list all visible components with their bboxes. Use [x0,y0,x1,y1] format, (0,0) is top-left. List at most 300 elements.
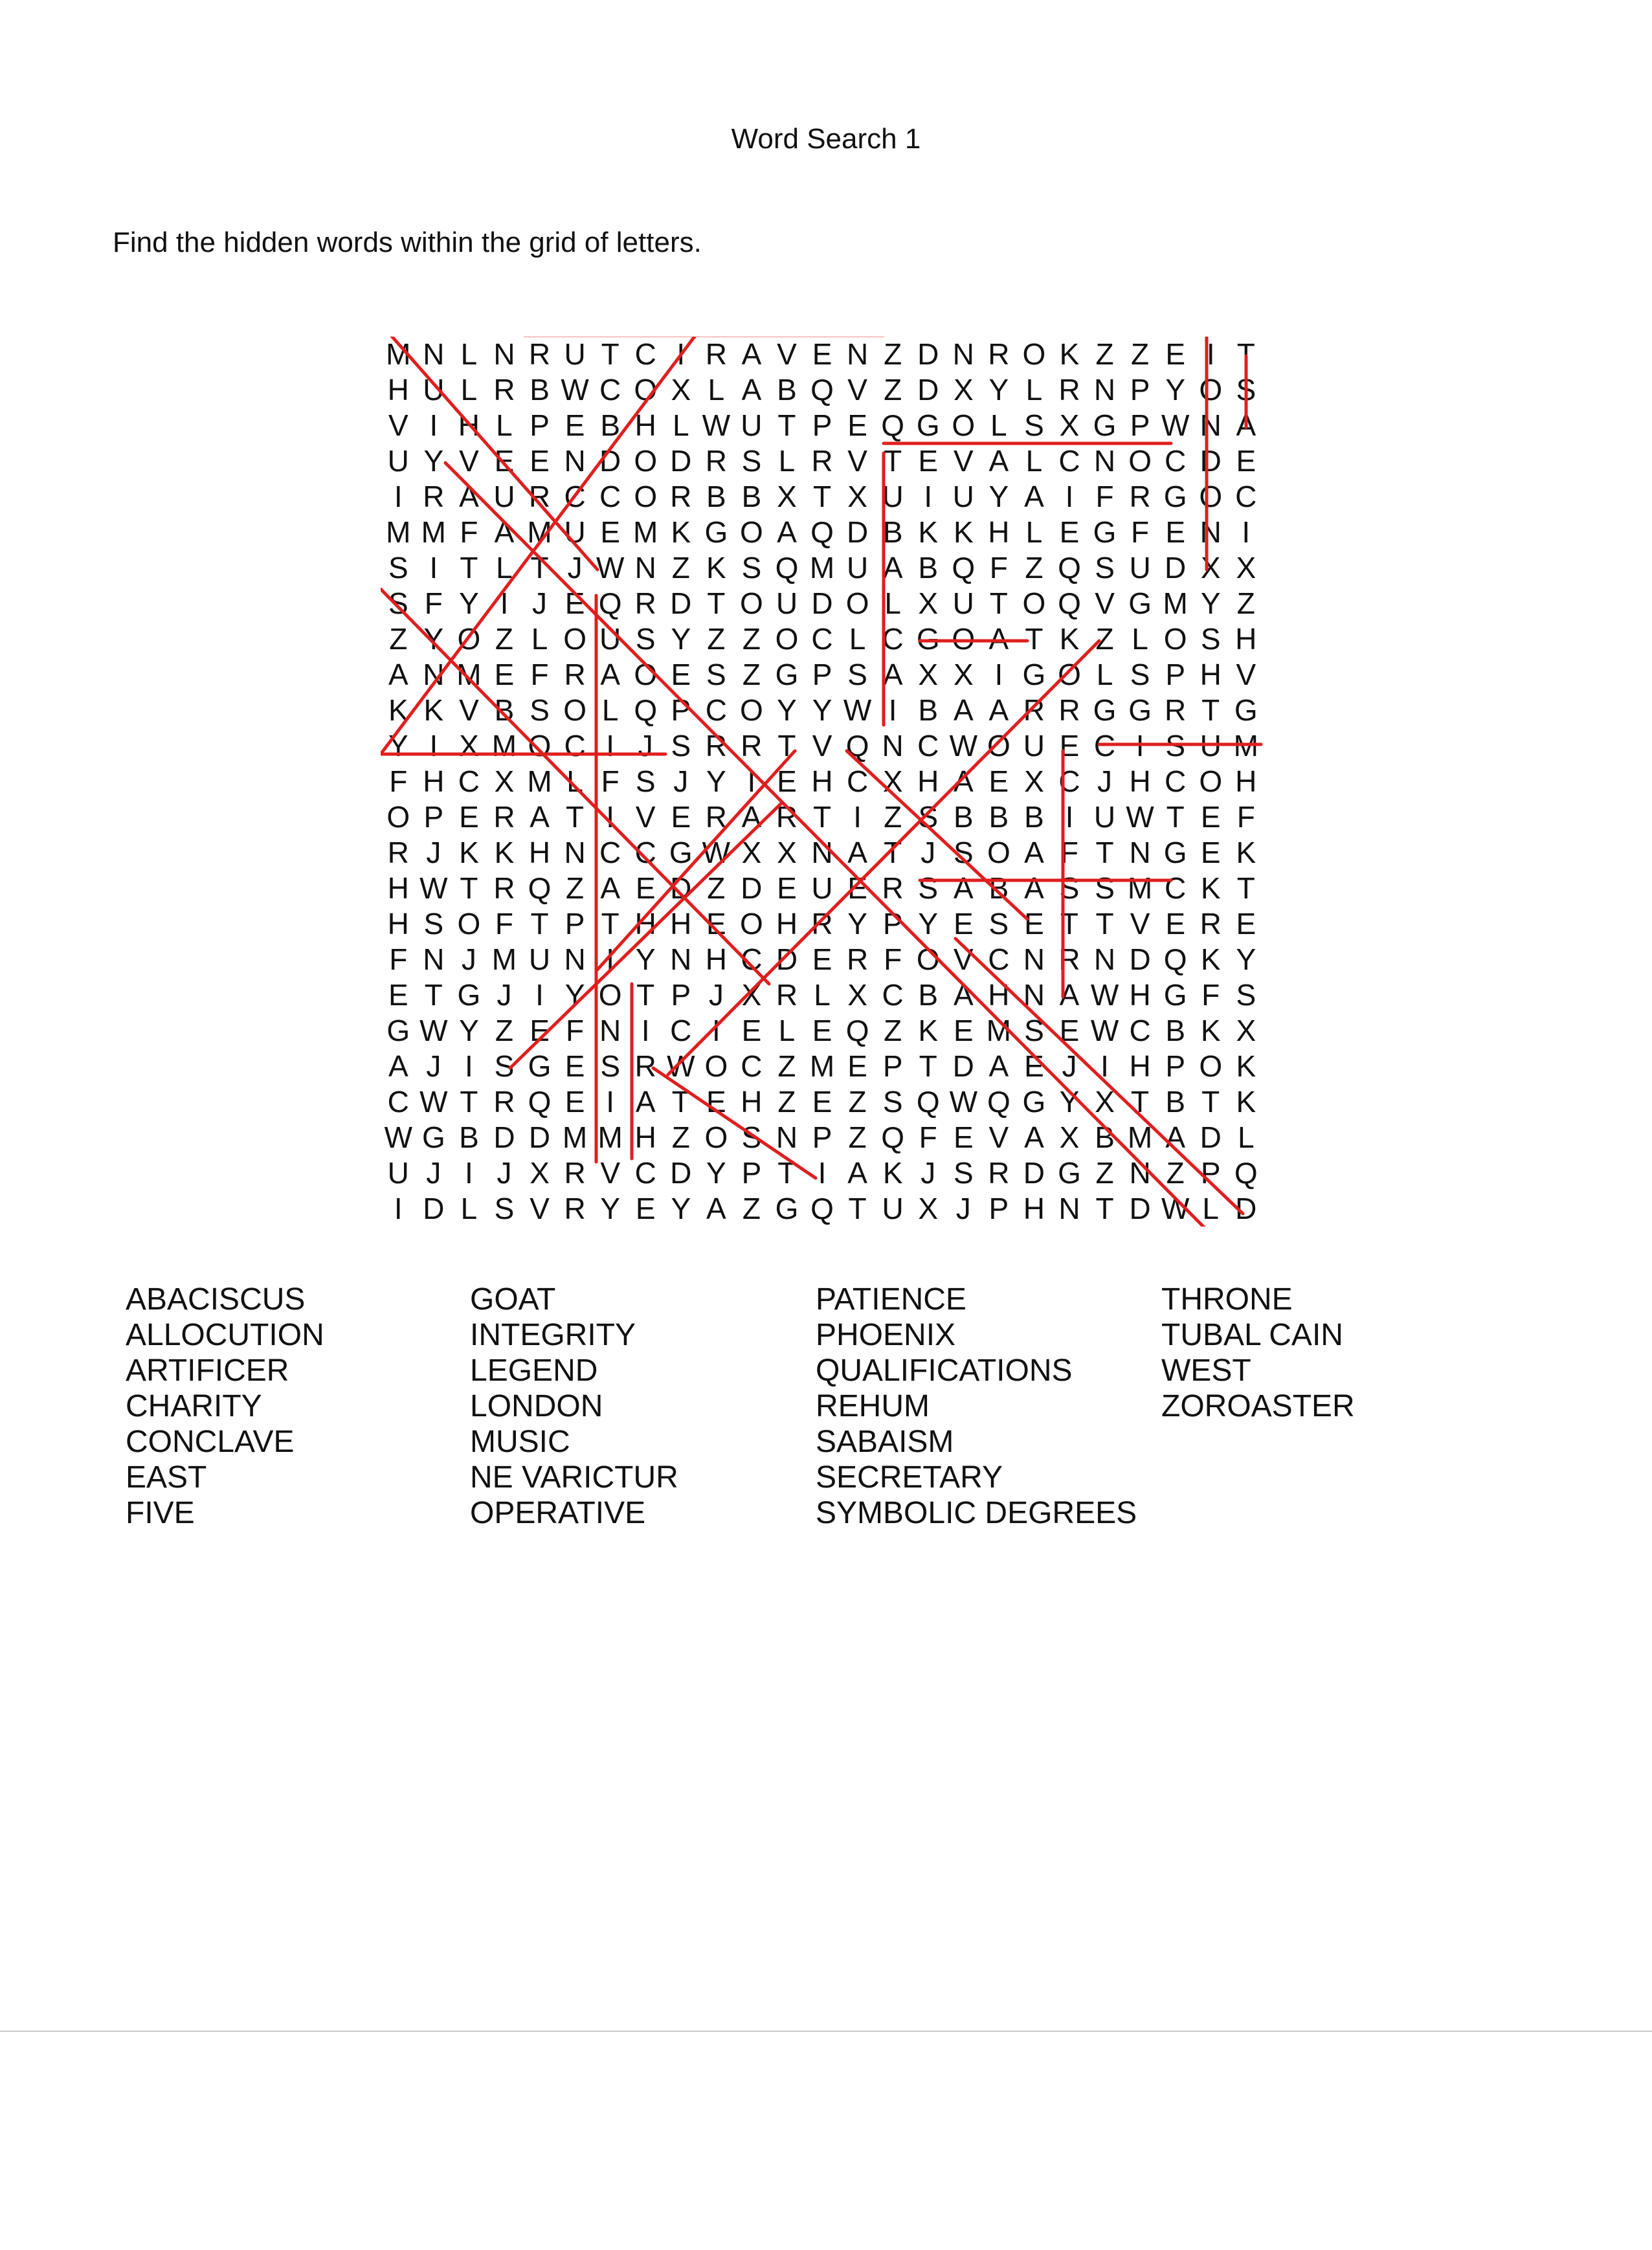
grid-letter: R [988,337,1010,371]
grid-letter: H [528,836,551,869]
grid-letter: E [1165,907,1185,941]
grid-letter: J [567,551,583,585]
grid-letter: E [847,408,867,442]
grid-letter: K [882,1156,903,1190]
word-list-item: FIVE [126,1496,195,1530]
grid-letter: Y [812,693,832,727]
grid-letter: Z [742,622,761,656]
grid-letter: F [1236,800,1255,834]
grid-letter: L [1025,373,1043,407]
grid-letter: U [1093,800,1116,834]
grid-letter: A [988,1049,1009,1083]
word-list-item: ZOROASTER [1161,1389,1355,1423]
grid-letter: L [531,622,548,656]
grid-letter: V [1130,907,1150,941]
grid-letter: O [916,942,940,976]
grid-letter: O [563,693,586,727]
grid-row [381,408,1264,443]
grid-letter: I [429,729,438,763]
grid-letter: I [711,1014,720,1047]
grid-letter: Q [775,551,799,585]
word-list-item: LONDON [470,1389,603,1423]
grid-letter: B [1024,800,1044,834]
grid-letter: U [1200,729,1222,763]
grid-letter: N [670,942,692,976]
grid-letter: C [811,622,833,656]
grid-letter: R [988,1156,1010,1190]
grid-row [381,550,1264,586]
grid-letter: Y [918,907,939,941]
grid-letter: C [1058,444,1080,478]
grid-row [381,1120,1264,1155]
grid-letter: U [528,942,551,976]
grid-letter: K [1200,942,1221,976]
grid-letter: T [1236,337,1255,371]
grid-letter: U [741,408,763,442]
grid-letter: B [459,1120,479,1154]
grid-letter: O [740,907,763,941]
grid-letter: H [705,942,727,976]
grid-letter: M [809,551,835,585]
grid-letter: Z [495,1014,514,1047]
grid-letter: K [1200,871,1221,905]
grid-letter: N [882,729,904,763]
grid-letter: H [811,764,833,798]
grid-letter: F [919,1120,937,1154]
grid-letter: U [776,586,798,620]
grid-letter: R [670,480,692,513]
grid-letter: W [596,551,625,585]
grid-letter: M [456,658,482,691]
grid-letter: E [635,871,656,905]
grid-letter: Z [671,1120,690,1154]
grid-letter: R [1058,693,1080,727]
grid-letter: A [1024,480,1044,513]
grid-letter: Y [459,586,479,620]
grid-letter: I [394,1192,403,1225]
grid-letter: S [494,1049,515,1083]
grid-letter: M [491,729,517,763]
grid-letter: W [1090,978,1119,1012]
grid-letter: I [429,551,438,585]
grid-letter: O [1199,373,1223,407]
grid-letter: G [1128,693,1152,727]
grid-letter: M [491,942,517,976]
grid-letter: Y [459,1014,479,1047]
grid-letter: D [528,1120,551,1154]
grid-letter: G [1022,1085,1046,1119]
grid-letter: N [493,337,515,371]
grid-letter: V [1095,586,1115,620]
grid-letter: Q [987,1085,1010,1119]
grid-letter: N [423,658,445,691]
grid-letter: D [917,373,939,407]
grid-letter: N [1129,1156,1151,1190]
grid-letter: T [1166,800,1185,834]
grid-letter: X [1236,1014,1256,1047]
grid-letter: A [882,551,903,585]
grid-letter: Q [1058,586,1081,620]
word-list-item: ARTIFICER [126,1353,289,1388]
grid-letter: N [634,551,656,585]
grid-letter: C [599,836,621,869]
grid-letter: D [776,942,798,976]
grid-letter: W [1126,800,1154,834]
grid-letter: M [1163,586,1188,620]
grid-letter: V [847,373,867,407]
grid-letter: A [1024,871,1044,905]
grid-letter: Q [1163,942,1187,976]
grid-letter: B [706,480,726,513]
word-list-item: ALLOCUTION [126,1318,324,1352]
word-list-item: THRONE [1161,1282,1293,1317]
grid-letter: T [884,836,902,869]
grid-letter: Z [848,1120,867,1154]
grid-letter: H [1129,978,1151,1012]
grid-letter: Q [845,1014,869,1047]
grid-letter: T [460,871,478,905]
grid-letter: R [564,658,586,691]
grid-letter: D [1200,444,1222,478]
grid-letter: E [1024,1049,1044,1083]
grid-letter: G [1163,836,1187,869]
grid-letter: T [1095,907,1114,941]
grid-letter: O [952,408,976,442]
grid-letter: O [1128,444,1152,478]
grid-letter: F [1131,515,1150,549]
grid-letter: E [812,1085,832,1119]
grid-letter: D [493,1120,515,1154]
grid-letter: Z [884,1014,902,1047]
grid-letter: I [924,480,933,513]
grid-letter: D [1235,1192,1257,1225]
grid-letter: O [634,373,658,407]
grid-letter: M [562,1120,588,1154]
grid-letter: H [387,907,409,941]
grid-letter: L [1202,1192,1220,1225]
grid-letter: T [1095,836,1114,869]
grid-letter: C [634,836,656,869]
grid-letter: L [601,693,619,727]
grid-letter: E [388,978,408,1012]
grid-letter: E [671,800,691,834]
grid-letter: H [776,907,798,941]
grid-letter: J [461,942,476,976]
grid-letter: S [388,551,408,585]
grid-letter: R [493,871,515,905]
grid-letter: Q [845,729,869,763]
grid-letter: D [1165,551,1187,585]
grid-row [381,586,1264,621]
grid-letter: T [566,800,585,834]
grid-letter: K [1236,836,1256,869]
grid-letter: T [671,1085,690,1119]
grid-row [381,479,1264,515]
grid-letter: I [606,942,615,976]
grid-letter: V [1236,658,1256,691]
grid-letter: X [741,836,762,869]
grid-letter: M [633,515,658,549]
grid-letter: E [812,1014,832,1047]
grid-letter: X [1236,551,1256,585]
grid-letter: F [884,942,902,976]
grid-letter: W [419,871,448,905]
grid-letter: L [1237,1120,1255,1154]
grid-letter: L [1132,622,1148,656]
grid-letter: T [1060,907,1079,941]
grid-letter: E [953,1014,974,1047]
grid-letter: J [426,1049,441,1083]
grid-letter: O [457,907,481,941]
grid-letter: C [846,764,869,798]
grid-letter: H [634,907,656,941]
grid-letter: A [494,515,515,549]
grid-letter: W [667,1049,695,1083]
grid-letter: I [606,1085,615,1119]
grid-letter: B [953,800,974,834]
grid-letter: T [1131,1085,1150,1119]
grid-letter: J [532,586,548,620]
grid-letter: R [493,800,515,834]
grid-letter: T [884,444,902,478]
grid-letter: O [987,836,1010,869]
grid-letter: X [1095,1085,1115,1119]
word-list-item: REHUM [816,1389,930,1423]
grid-letter: H [458,408,480,442]
grid-letter: F [1095,480,1114,513]
grid-letter: Y [671,1192,691,1225]
grid-letter: R [493,373,515,407]
grid-letter: A [741,800,762,834]
grid-letter: T [1201,693,1220,727]
grid-letter: Y [564,978,585,1012]
grid-letter: U [387,444,409,478]
scan-divider-line [0,2031,1652,2032]
grid-letter: S [635,622,656,656]
grid-letter: B [1095,1120,1115,1154]
grid-letter: S [741,1120,762,1154]
grid-letter: E [953,1120,974,1154]
grid-letter: C [882,622,904,656]
grid-letter: F [389,942,408,976]
grid-letter: Y [1059,1085,1080,1119]
grid-letter: K [1200,1014,1221,1047]
grid-letter: E [1236,907,1256,941]
grid-letter: C [387,1085,409,1119]
grid-letter: Q [528,1085,552,1119]
grid-letter: L [460,373,478,407]
grid-letter: Z [707,622,726,656]
grid-letter: Q [881,1120,905,1154]
grid-letter: B [1165,1014,1185,1047]
word-list-item: GOAT [470,1282,556,1317]
grid-letter: R [493,1085,515,1119]
grid-letter: M [1127,1120,1153,1154]
grid-letter: R [387,836,409,869]
grid-letter: G [1093,515,1117,549]
grid-letter: U [846,551,869,585]
grid-letter: S [530,693,550,727]
grid-letter: E [777,871,797,905]
grid-letter: V [530,1192,550,1225]
grid-letter: H [1200,658,1222,691]
grid-letter: Z [742,1192,761,1225]
grid-letter: P [988,1192,1009,1225]
grid-letter: C [1165,764,1187,798]
grid-letter: J [426,1156,441,1190]
grid-letter: R [705,444,727,478]
grid-letter: Z [1236,586,1255,620]
word-list-column-1 [126,1282,324,1531]
grid-letter: L [884,586,901,620]
grid-letter: E [635,1192,656,1225]
grid-letter: C [564,729,586,763]
grid-letter: T [812,480,832,513]
grid-letter: J [921,1156,936,1190]
grid-letter: E [1200,836,1221,869]
grid-letter: O [845,586,869,620]
grid-letter: T [636,978,655,1012]
grid-letter: Q [810,1192,834,1225]
grid-letter: T [1025,622,1044,656]
grid-letter: Z [848,1085,867,1119]
grid-letter: O [1199,764,1223,798]
grid-letter: N [1200,408,1222,442]
grid-letter: N [423,942,445,976]
word-list-item: SABAISM [816,1425,954,1459]
grid-letter: U [882,1192,904,1225]
grid-letter: V [388,408,408,442]
grid-letter: D [1129,942,1151,976]
grid-letter: A [1236,408,1256,442]
grid-letter: B [988,871,1009,905]
grid-letter: U [1129,551,1151,585]
grid-letter: Z [884,800,902,834]
grid-letter: E [564,1085,585,1119]
grid-letter: V [847,444,867,478]
grid-letter: D [1129,1192,1151,1225]
grid-letter: L [778,1014,796,1047]
grid-letter: P [882,907,903,941]
grid-letter: P [423,800,444,834]
grid-letter: L [496,551,513,585]
grid-letter: L [672,408,689,442]
grid-letter: V [459,444,479,478]
grid-letter: O [1199,1049,1223,1083]
grid-letter: S [741,551,762,585]
grid-letter: X [953,373,974,407]
grid-letter: J [708,978,724,1012]
grid-letter: H [1129,764,1151,798]
grid-letter: R [564,1156,586,1190]
grid-letter: P [1200,1156,1221,1190]
grid-letter: P [882,1049,903,1083]
grid-letter: B [1165,1085,1185,1119]
grid-letter: F [389,764,408,798]
grid-letter: H [988,978,1010,1012]
grid-letter: F [1060,836,1079,869]
grid-letter: Y [847,907,867,941]
grid-letter: C [1165,871,1187,905]
grid-letter: K [494,836,515,869]
grid-letter: I [606,729,615,763]
grid-letter: W [949,1085,977,1119]
grid-letter: F [1201,978,1220,1012]
grid-letter: J [1062,1049,1077,1083]
grid-letter: Z [1095,622,1114,656]
grid-letter: E [1059,729,1080,763]
grid-letter: U [811,871,833,905]
grid-letter: A [988,444,1009,478]
grid-letter: D [670,586,692,620]
grid-letter: A [600,658,620,691]
grid-letter: S [953,1156,974,1190]
grid-row [381,1191,1264,1227]
grid-letter: S [1024,1014,1044,1047]
grid-letter: A [953,978,974,1012]
grid-row [381,372,1264,408]
grid-letter: T [530,551,549,585]
grid-letter: G [775,1192,799,1225]
grid-letter: W [702,836,731,869]
grid-letter: U [387,1156,409,1190]
grid-letter: Z [884,337,902,371]
grid-letter: N [1129,836,1151,869]
grid-letter: M [1233,729,1258,763]
grid-letter: C [741,942,763,976]
grid-letter: Y [600,1192,620,1225]
grid-letter: H [423,764,445,798]
grid-letter: S [988,907,1009,941]
grid-letter: L [566,764,583,798]
grid-letter: D [741,871,763,905]
grid-letter: E [1059,1014,1080,1047]
grid-letter: G [1058,1156,1081,1190]
grid-letter: S [882,1085,903,1119]
grid-letter: F [989,551,1008,585]
grid-letter: I [1242,515,1251,549]
grid-letter: U [882,480,904,513]
grid-letter: B [988,800,1009,834]
grid-letter: I [1135,729,1144,763]
grid-letter: G [1128,586,1152,620]
grid-letter: Q [810,515,834,549]
grid-letter: J [921,836,936,869]
grid-letter: I [500,586,509,620]
grid-letter: D [670,1156,692,1190]
grid-letter: A [635,1085,656,1119]
grid-letter: I [1206,337,1215,371]
grid-letter: R [705,800,727,834]
grid-letter: C [917,729,939,763]
grid-letter: E [459,800,479,834]
grid-row [381,515,1264,550]
grid-letter: Y [777,693,797,727]
grid-letter: R [564,1192,586,1225]
grid-letter: Z [1166,1156,1185,1190]
grid-row [381,799,1264,835]
grid-letter: P [530,408,550,442]
grid-letter: W [419,1085,448,1119]
grid-letter: G [421,1120,445,1154]
grid-letter: F [424,586,443,620]
grid-letter: Z [495,622,514,656]
grid-letter: C [458,764,480,798]
grid-letter: F [495,907,514,941]
grid-letter: C [599,373,621,407]
grid-letter: A [988,622,1009,656]
grid-row [381,621,1264,657]
